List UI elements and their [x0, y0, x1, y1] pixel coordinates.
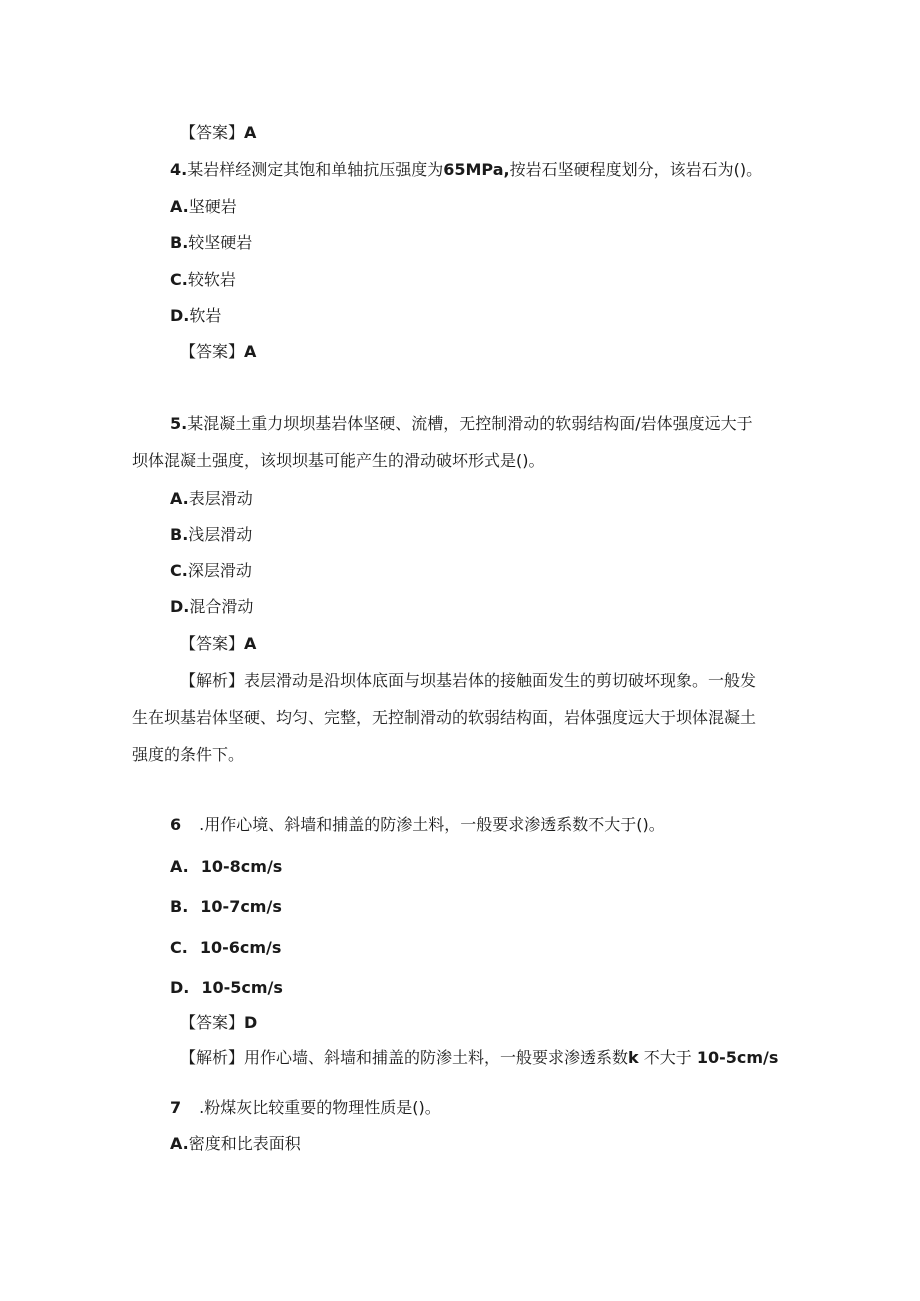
q6-option-c — [170, 938, 281, 958]
q4-option-c — [170, 270, 236, 290]
question-number: 4. — [170, 160, 188, 179]
answer-value: A — [244, 342, 257, 361]
option-text: 较坚硬岩 — [188, 233, 253, 252]
answer-value: D — [244, 1013, 258, 1032]
stem-text: .粉煤灰比较重要的物理性质是()。 — [199, 1098, 441, 1117]
q4-stem — [170, 160, 762, 180]
q7-stem — [170, 1098, 441, 1118]
question-number: 5. — [170, 414, 188, 433]
option-key: B. — [170, 897, 189, 916]
stem-value: 65MPa, — [443, 160, 510, 179]
analysis-k: k — [628, 1048, 639, 1067]
stem-text: 按岩石坚硬程度划分，该岩石为()。 — [509, 160, 763, 179]
q5-stem-line2: 坝体混凝土强度，该坝坝基可能产生的滑动破坏形式是()。 — [132, 451, 545, 470]
q5-option-c — [170, 561, 252, 581]
option-text: 密度和比表面积 — [188, 1134, 301, 1153]
q6-analysis — [180, 1048, 778, 1068]
answer-label: 【答案】 — [180, 1013, 245, 1032]
analysis-text: 【解析】用作心墙、斜墙和捕盖的防渗土料，一般要求渗透系数 — [180, 1048, 629, 1067]
option-text: 表层滑动 — [188, 489, 253, 508]
option-text: 浅层滑动 — [188, 525, 253, 544]
q6-option-a — [170, 857, 282, 877]
q5-stem-line1 — [170, 414, 753, 434]
option-text: 10-8cm/s — [200, 857, 283, 876]
option-text: 深层滑动 — [187, 561, 252, 580]
option-text: 10-7cm/s — [200, 897, 282, 916]
answer-value: A — [244, 123, 257, 142]
q5-analysis-line1: 【解析】表层滑动是沿坝体底面与坝基岩体的接触面发生的剪切破坏现象。一般发 — [180, 671, 757, 690]
q4-option-a — [170, 197, 237, 217]
answer-value: A — [244, 634, 257, 653]
stem-text: 某混凝土重力坝坝基岩体坚硬、流槽，无控制滑动的软弱结构面/岩体强度远大于 — [187, 414, 753, 433]
option-text: 10-6cm/s — [199, 938, 282, 957]
question-number: 6 — [170, 815, 182, 834]
q4-answer — [180, 342, 256, 362]
option-text: 较软岩 — [187, 270, 236, 289]
option-key: A. — [170, 197, 189, 216]
option-key: A. — [170, 1134, 189, 1153]
stem-text: .用作心境、斜墙和捕盖的防渗土料，一般要求渗透系数不大于()。 — [199, 815, 665, 834]
option-key: D. — [170, 978, 190, 997]
q3-answer — [180, 123, 256, 143]
answer-label: 【答案】 — [180, 342, 245, 361]
option-key: D. — [170, 597, 190, 616]
option-key: C. — [170, 938, 188, 957]
q6-answer — [180, 1013, 257, 1033]
q7-option-a — [170, 1134, 301, 1154]
q6-option-b — [170, 897, 282, 917]
analysis-value: 10-5cm/s — [696, 1048, 779, 1067]
option-text: 软岩 — [189, 306, 222, 325]
q4-option-d — [170, 306, 221, 326]
q5-analysis-line2: 生在坝基岩体坚硬、均匀、完整，无控制滑动的软弱结构面，岩体强度远大于坝体混凝土 — [132, 708, 757, 727]
option-key: C. — [170, 270, 188, 289]
option-text: 混合滑动 — [189, 597, 254, 616]
option-key: B. — [170, 525, 189, 544]
answer-label: 【答案】 — [180, 123, 245, 142]
option-key: A. — [170, 857, 189, 876]
q6-option-d — [170, 978, 283, 998]
answer-label: 【答案】 — [180, 634, 245, 653]
q5-analysis-line3: 强度的条件下。 — [132, 745, 245, 764]
q6-stem — [170, 815, 665, 835]
option-text: 10-5cm/s — [201, 978, 283, 997]
q5-answer — [180, 634, 256, 654]
option-key: D. — [170, 306, 190, 325]
question-number: 7 — [170, 1098, 182, 1117]
q5-option-b — [170, 525, 252, 545]
analysis-text: 不大于 — [643, 1048, 692, 1067]
option-key: A. — [170, 489, 189, 508]
option-text: 坚硬岩 — [188, 197, 237, 216]
option-key: C. — [170, 561, 188, 580]
q4-option-b — [170, 233, 252, 253]
q5-option-d — [170, 597, 253, 617]
q5-option-a — [170, 489, 253, 509]
option-key: B. — [170, 233, 189, 252]
stem-text: 某岩样经测定其饱和单轴抗压强度为 — [187, 160, 444, 179]
